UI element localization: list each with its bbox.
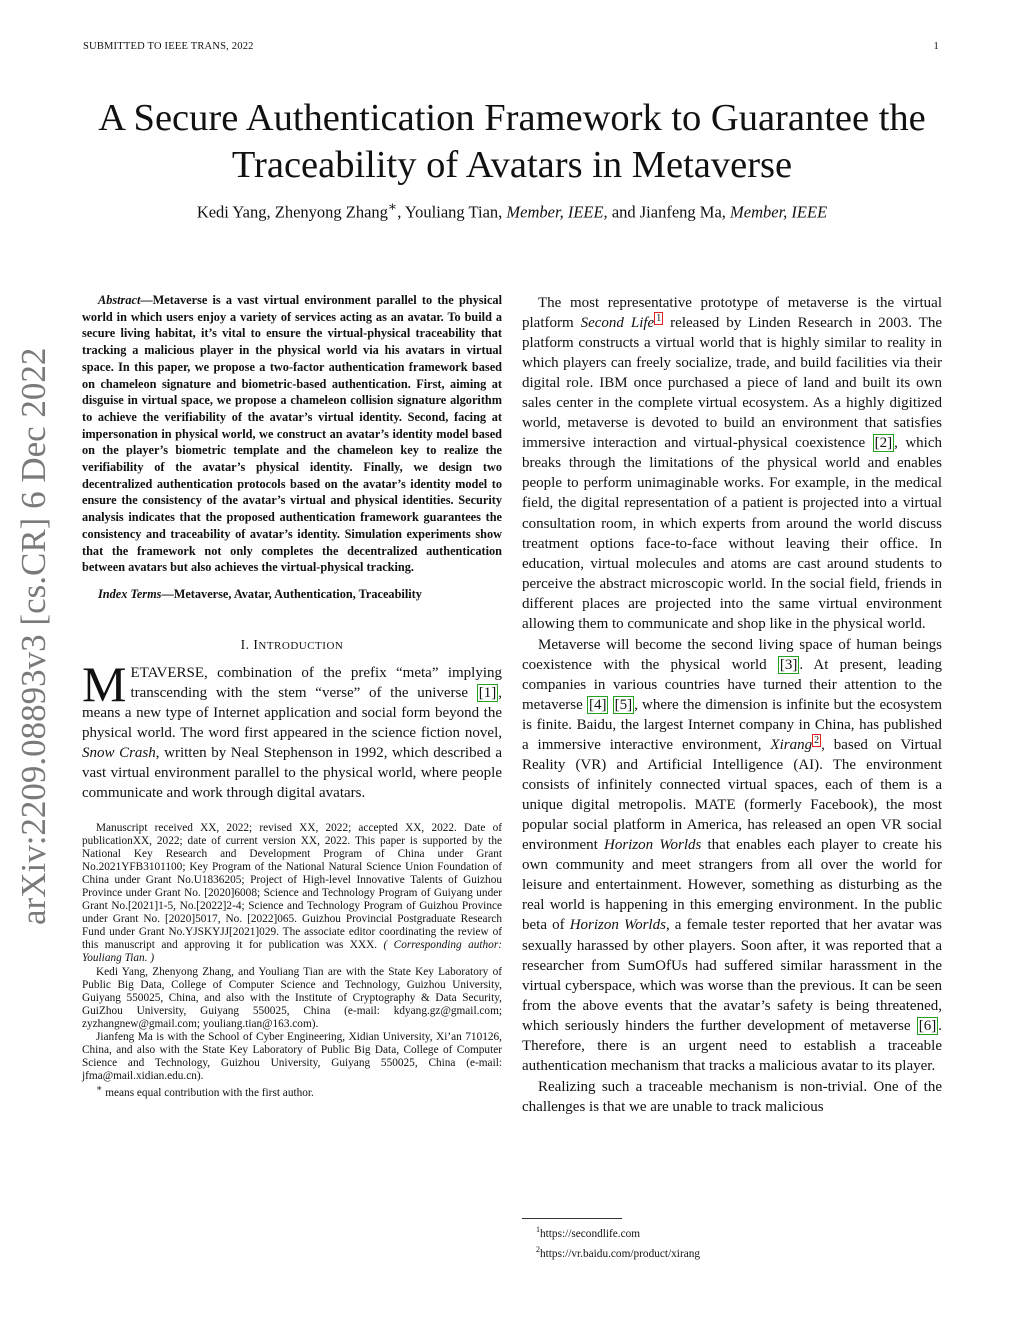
equal-contribution-mark: ∗ <box>387 199 398 214</box>
footnote-link-1[interactable]: 1 <box>656 313 662 325</box>
footnote-rule <box>522 1218 622 1219</box>
intro-text-2: , means a new type of Internet application and social form beyond the physical world. The word first appeared in the science fiction novel, <box>82 684 502 741</box>
p1-text-c: , which breaks through the limitations of the physical world and enables people to perform unimaginable works. For example, in the medical field, the digital representation of a patient is projected into a virtual consultation room, in which experts from around the world discuss treatment options face-to-face without leaving their office. In education, virtual molecules and atoms are cast around students to perceive the abstract microscopic world. In the social field, friends in different places are projected into the same virtual environment allowing them to communicate and shop like in the physical world. <box>522 435 942 632</box>
right-footnotes <box>522 1218 942 1262</box>
horizon-worlds-name: Horizon Worlds <box>569 917 666 934</box>
p1-text-b: released by Linden Research in 2003. The platform constructs a virtual world that is highly similar to reality in which players can freely socialize, trade, and build facilities via their digital role. IBM once purchased a piece of land and built its own sales center in the complete virtual ecosystem. As a highly digitized world, metaverse is devoted to build an environment that satisfies immersive interaction and virtual-physical coexistence <box>522 315 942 452</box>
footnote-num-2: 2 <box>536 1244 540 1254</box>
footnote-equal-text: means equal contribution with the first author. <box>102 1086 314 1099</box>
footnote-affiliation-1: Kedi Yang, Zhenyong Zhang, and Youliang Tian are with the State Key Laboratory of Public Big Data, College of Computer Science and Technology, Guizhou University, Guiyang 550025, China, and also with the Institute of Cryptography & Data Security, GuiZhou University, Guiyang 550025, China (e-mail: kdyang.gz@gmail.com; zyzhangnew@gmail.com; youliang.tian@163.com). <box>82 965 502 1030</box>
citation-link[interactable]: [1] <box>478 684 497 701</box>
arxiv-stamp: arXiv:2209.08893v3 [cs.CR] 6 Dec 2022 <box>14 347 53 925</box>
p2-text-e: that enables each player to create his own community and meet strangers from all over the world for leisure and entertainment. However, something as disturbing as the real world is happening in this emerging environment. In the public beta of <box>522 837 942 934</box>
left-footnotes <box>82 822 502 1100</box>
footnote-manuscript-text: Manuscript received XX, 2022; revised XX, 2022; accepted XX, 2022. Date of publicationXX, 2022; date of current version XX, 2022. This paper is supported by the National Key Research and Development Program of China under Grant No.2021YFB3101100; Key Program of the National Natural Science Union Foundation of China under Grant No.U1836205; Project of High-level Innovative Talents of Guizhou Province under Grant No. [2020]6008; Science and Technology Program of Guiyang under Grant No.[2021]1-5, No.[2022]2-4; Science and Technology Program of Guizhou Province under Grant No. [2020]5017, No. [2022]065. Guizhou Provincial Postgraduate Research Fund under Grant No.YJSKYJJ[2021]029. The associate editor coordinating the review of this manuscript and approving it for publication was XXX. <box>82 821 502 952</box>
abstract-text: —Metaverse is a vast virtual environment parallel to the physical world in which users enjoy a variety of services acting as an avatar. To build a secure living habitat, it’s vital to ensure the virtual-physical traceability that tracking a malicious player in the physical world via his avatars in virtual space. In this paper, we propose a two-factor authentication framework based on chameleon signature and biometric-based authentication. First, aiming at disguise in virtual space, we propose a chameleon collision signature algorithm to achieve the verifiability of the avatar’s virtual identity. Second, facing at impersonation in physical world, we construct an avatar’s identity model based on the player’s biometric template and the chameleon key to realize the verifiability of the avatar’s physical identity. Finally, we design two decentralized authentication protocols based on the avatar’s identity model to ensure the consistency of the avatar’s virtual and physical identities. Security analysis indicates that the proposed authentication framework guarantees the consistency and traceability of avatar’s identity. Simulation experiments show that the framework not only completes the decentralized authentication between avatars but also achieves the virtual-physical tracking. <box>82 293 502 575</box>
citation-link[interactable]: [4] <box>588 696 607 713</box>
author-membership-2: Member, IEEE <box>730 202 828 222</box>
xirang-name: Xirang <box>770 737 813 754</box>
intro-text-3: , written by Neal Stephenson in 1992, which described a vast virtual environment parallel to the physical world, where people communicate and work through digital avatars. <box>82 744 503 801</box>
p2-text-d: , based on Virtual Reality (VR) and Artificial Intelligence (AI). The environment consists of infinitely connected virtual spaces, each of them is a unique digital metropolis. MATE (formerly Facebook), the most popular social platform in America, has released an open VR social environment <box>522 737 942 854</box>
author-names-2: , Youliang Tian, <box>397 202 507 222</box>
p2-text-c: , where the dimension is infinite but the ecosystem is finite. Baidu, the largest Internet company in China, has published a immersive interactive environment, <box>522 696 942 754</box>
horizon-worlds-name: Horizon Worlds <box>604 837 702 854</box>
citation-link[interactable]: [6] <box>918 1017 937 1034</box>
right-column <box>522 293 942 1117</box>
footnote-manuscript <box>82 822 502 966</box>
footnote-link-2[interactable]: 2 <box>814 735 820 747</box>
citation-link[interactable]: [3] <box>779 656 798 673</box>
section-number: I. <box>240 636 254 652</box>
footnote-equal-contribution <box>82 1083 502 1100</box>
intro-text-1: , combination of the prefix “meta” implying transcending with the stem “verse” of the universe <box>130 664 502 701</box>
p2-text-a: Metaverse will become the second living space of human beings coexistence with the physical world <box>522 636 942 673</box>
right-paragraph-3: Realizing such a traceable mechanism is non-trivial. One of the challenges is that we are unable to track malicious <box>522 1078 942 1115</box>
footnote-url-1 <box>522 1222 942 1242</box>
intro-paragraph <box>82 655 503 803</box>
citation-link[interactable]: [5] <box>614 696 633 713</box>
section-title-rest: NTRODUCTION <box>258 639 344 652</box>
author-membership-1: Member, IEEE, <box>506 202 608 222</box>
footnote-link-secondlife[interactable]: https://secondlife.com <box>540 1227 641 1240</box>
novel-title: Snow Crash <box>82 744 156 761</box>
running-head: SUBMITTED TO IEEE TRANS, 2022 <box>83 41 254 52</box>
footnote-url-2 <box>522 1242 942 1262</box>
second-life-name: Second Life <box>580 315 655 332</box>
drop-cap: M <box>82 655 127 712</box>
index-terms-text: —Metaverse, Avatar, Authentication, Traceability <box>161 586 422 601</box>
p2-space <box>608 697 612 713</box>
p2-text-g: . Therefore, there is an urgent need to establish a traceable authentication mechanism that tracks a malicious avatar to its player. <box>522 1017 942 1074</box>
abstract <box>82 292 502 576</box>
page-number: 1 <box>933 41 939 52</box>
p2-text-f: , a female tester reported that her avatar was sexually harassed by other players. Soon after, it was reported that a researcher from SumOfUs had suffered similar harassment in the virtual cyberspace, which was worse than the previous. It can be seen from the above events that the avatar’s safety is being threatened, which seriously hinders the further development of metaverse <box>522 917 943 1034</box>
p2-text-b: . At present, leading companies in various countries have turned their attention to the metaverse <box>522 656 942 713</box>
index-terms <box>82 586 502 603</box>
footnote-star: ∗ <box>96 1083 103 1094</box>
author-names-1: Kedi Yang, Zhenyong Zhang <box>196 202 388 222</box>
right-paragraph-2 <box>522 635 942 1076</box>
abstract-lead: Abstract <box>98 293 141 307</box>
author-names-3: and Jianfeng Ma, <box>607 202 731 222</box>
index-terms-lead: Index Terms <box>98 586 162 601</box>
footnote-link-xirang[interactable]: https://vr.baidu.com/product/xirang <box>540 1247 701 1260</box>
p1-text-a: The most representative prototype of metaverse is the virtual platform <box>522 295 942 332</box>
author-line <box>60 199 964 223</box>
right-paragraph-1 <box>522 293 942 634</box>
left-column <box>82 292 502 1100</box>
section-title-first: I <box>253 636 259 652</box>
footnote-num-1: 1 <box>536 1225 540 1234</box>
paper-title: A Secure Authentication Framework to Guarantee the Traceability of Avatars in Metaverse <box>98 97 926 186</box>
footnote-affiliation-2: Jianfeng Ma is with the School of Cyber Engineering, Xidian University, Xi’an 710126, China, and also with the State Key Laboratory of Public Big Data, College of Computer Science and Technology, Guizhou University, Guiyang 550025, China (e-mail: jfma@mail.xidian.edu.cn). <box>82 1030 502 1082</box>
corresponding-author-note: ( Corresponding author: Youliang Tian. ) <box>82 939 502 965</box>
intro-caps: ETAVERSE <box>130 664 204 681</box>
citation-link[interactable]: [2] <box>874 435 893 452</box>
section-heading-introduction <box>82 637 502 653</box>
